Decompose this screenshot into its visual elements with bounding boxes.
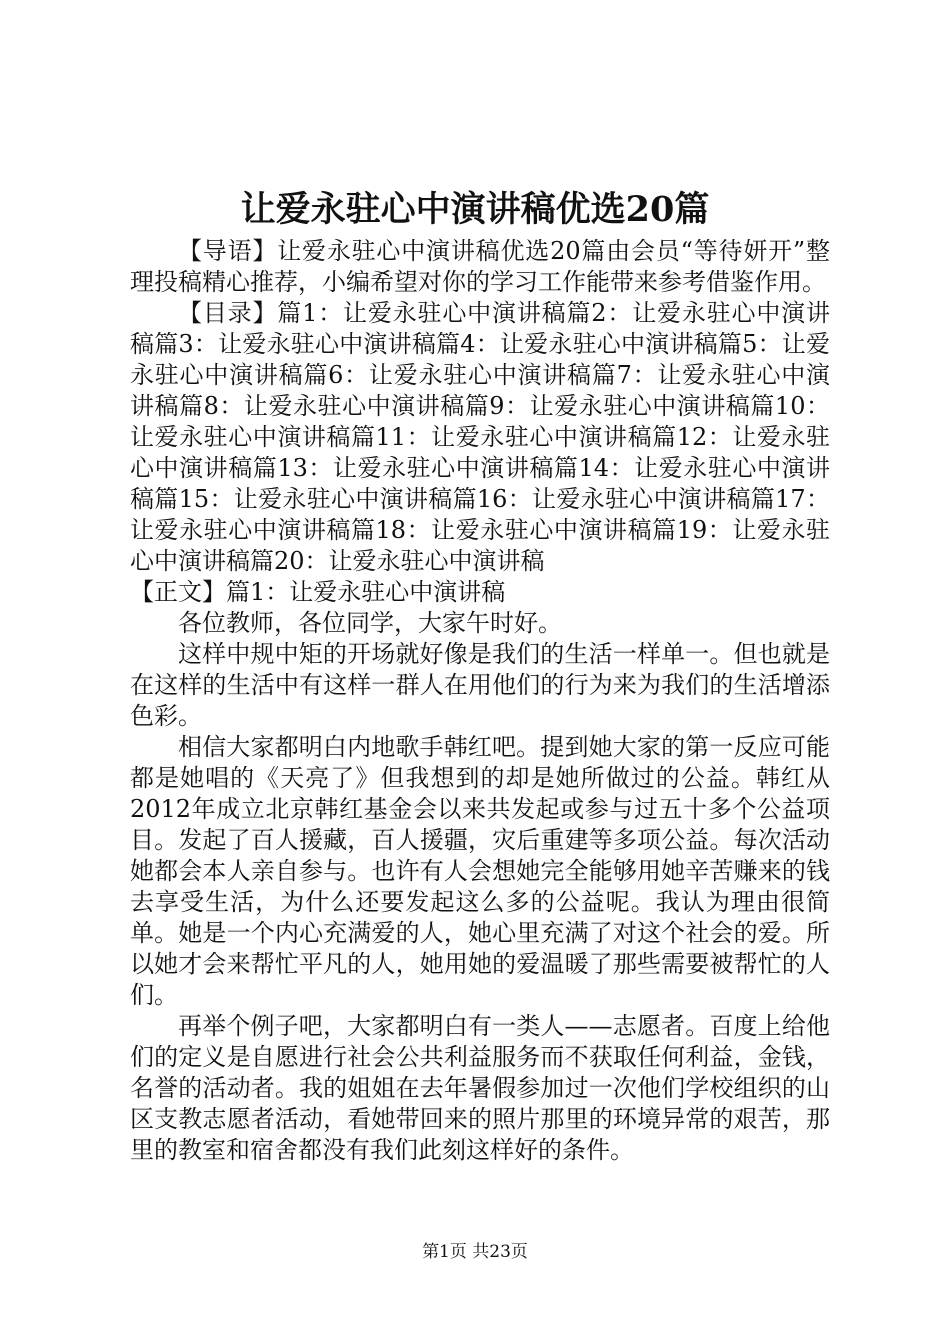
body-paragraph: 各位教师，各位同学，大家午时好。 xyxy=(178,609,562,637)
document-body xyxy=(130,236,830,1166)
body-heading: 【正文】篇1：让爱永驻心中演讲稿 xyxy=(130,578,506,606)
document-title: 让爱永驻心中演讲稿优选20篇 xyxy=(240,189,710,230)
body-paragraph: 相信大家都明白内地歌手韩红吧。提到她大家的第一反应可能都是她唱的《天亮了》但我想到的却是她所做过的公益。韩红从2012年成立北京韩红基金会以来共发起或参与过五十多个公益项目。发起了百人援藏，百人援疆，灾后重建等多项公益。每次活动她都会本人亲自参与。也许有人会想她完全能够用她辛苦赚来的钱去享受生活，为什么还要发起这么多的公益呢。我认为理由很简单。她是一个内心充满爱的人，她心里充满了对这个社会的爱。所以她才会来帮忙平凡的人，她用她的爱温暖了那些需要被帮忙的人们。 xyxy=(130,733,830,1009)
page-footer: 第1页 共23页 xyxy=(422,1242,528,1262)
intro-paragraph: 【导语】让爱永驻心中演讲稿优选20篇由会员“等待妍开”整理投稿精心推荐，小编希望对你的学习工作能带来参考借鉴作用。 xyxy=(130,237,830,296)
body-paragraph: 这样中规中矩的开场就好像是我们的生活一样单一。但也就是在这样的生活中有这样一群人在用他们的行为来为我们的生活增添色彩。 xyxy=(130,640,830,730)
body-paragraph: 再举个例子吧，大家都明白有一类人——志愿者。百度上给他们的定义是自愿进行社会公共利益服务而不获取任何利益，金钱，名誉的活动者。我的姐姐在去年暑假参加过一次他们学校组织的山区支教志愿者活动，看她带回来的照片那里的环境异常的艰苦，那里的教室和宿舍都没有我们此刻这样好的条件。 xyxy=(130,1012,830,1164)
toc-paragraph: 【目录】篇1：让爱永驻心中演讲稿篇2：让爱永驻心中演讲稿篇3：让爱永驻心中演讲稿篇4：让爱永驻心中演讲稿篇5：让爱永驻心中演讲稿篇6：让爱永驻心中演讲稿篇7：让爱永驻心中演讲稿篇8：让爱永驻心中演讲稿篇9：让爱永驻心中演讲稿篇10：让爱永驻心中演讲稿篇11：让爱永驻心中演讲稿篇12：让爱永驻心中演讲稿篇13：让爱永驻心中演讲稿篇14：让爱永驻心中演讲稿篇15：让爱永驻心中演讲稿篇16：让爱永驻心中演讲稿篇17：让爱永驻心中演讲稿篇18：让爱永驻心中演讲稿篇19：让爱永驻心中演讲稿篇20：让爱永驻心中演讲稿 xyxy=(130,299,830,575)
